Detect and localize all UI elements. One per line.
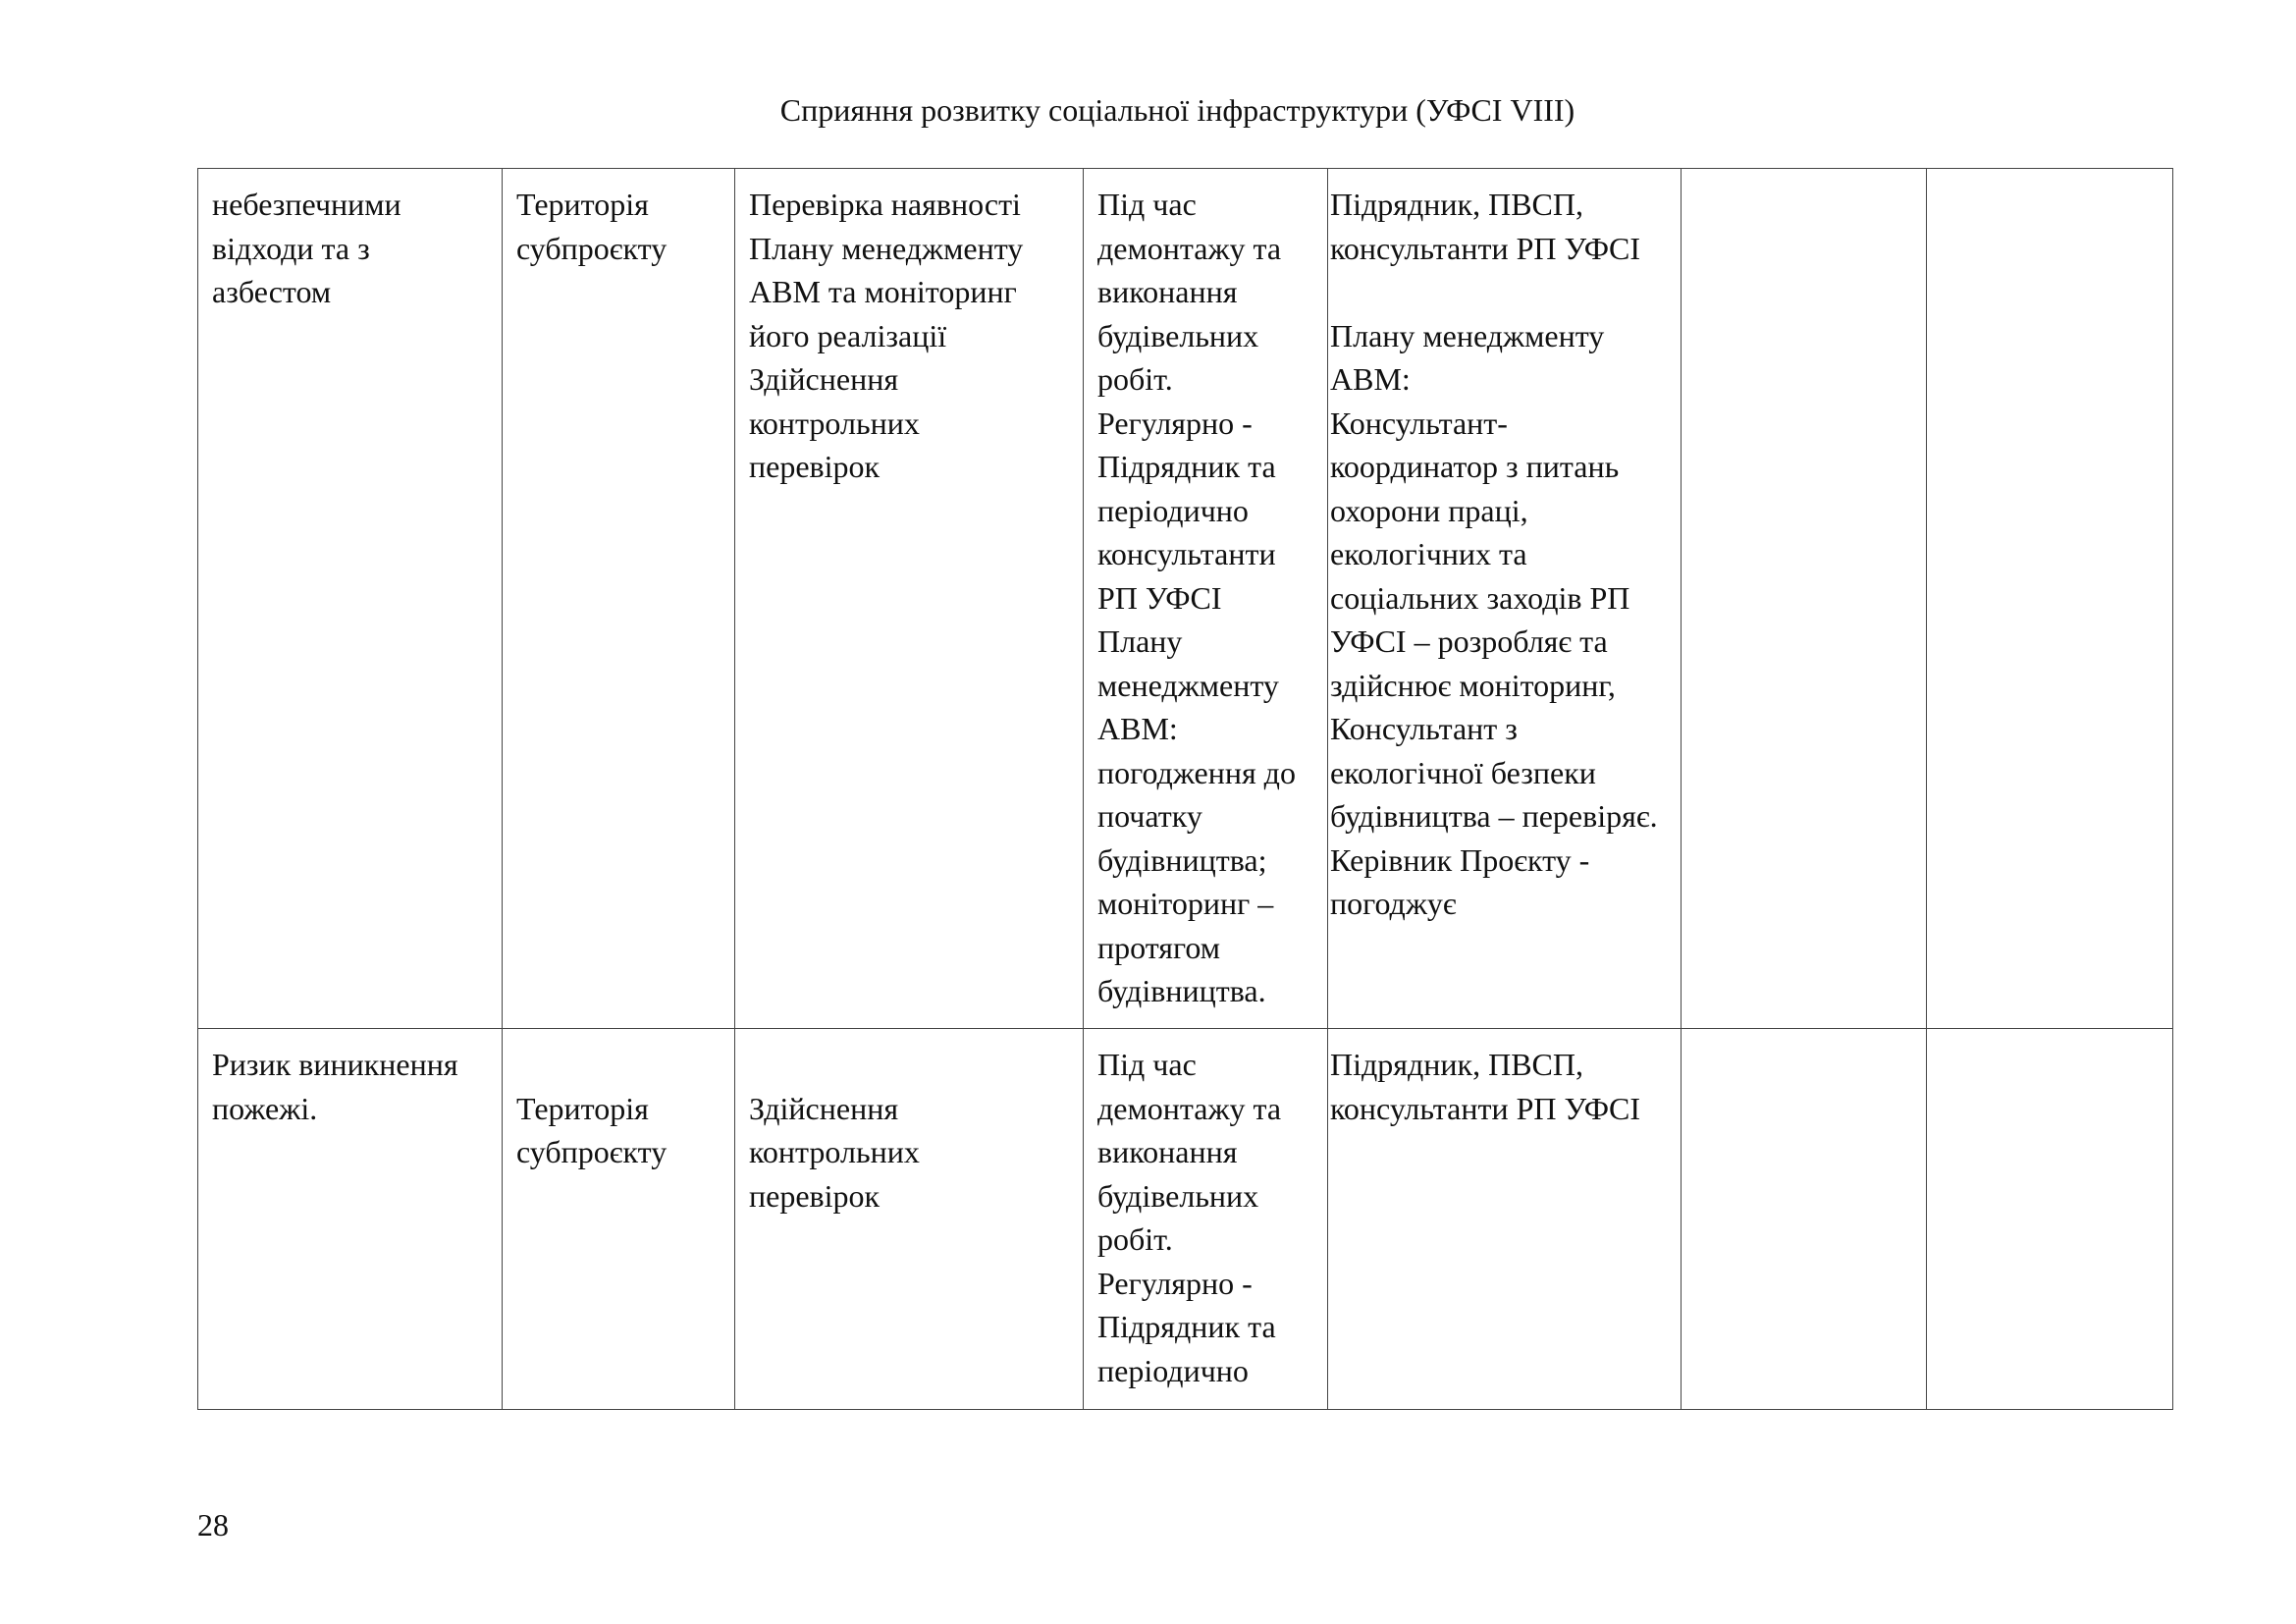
table-cell-hazard: небезпечними відходи та з азбестом: [198, 169, 503, 1029]
table-cell-location: Територія субпроєкту: [503, 1029, 735, 1410]
table-cell-measure: Здійснення контрольних перевірок: [735, 1029, 1084, 1410]
table-cell-empty: [1927, 1029, 2173, 1410]
table-cell-measure: Перевірка наявності Плану менеджменту АВМ та моніторинг його реалізації Здійснення контрольних перевірок: [735, 169, 1084, 1029]
table-cell-responsible: Підрядник, ПВСП, консультанти РП УФСІ Плану менеджменту АВМ: Консультант- координатор з питань охорони праці, екологічних та соціальних заходів РП УФСІ – розробляє та здійснює моніторинг, Консультант з екологічної безпеки будівництва – перевіряє. Керівник Проєкту - погоджує: [1328, 169, 1682, 1029]
table-cell-hazard: Ризик виникнення пожежі.: [198, 1029, 503, 1410]
page-header-title: Сприяння розвитку соціальної інфраструктури (УФСІ VIII): [779, 92, 1575, 128]
page-number: 28: [197, 1507, 229, 1543]
table-cell-empty: [1927, 169, 2173, 1029]
table-row: [198, 169, 2173, 1029]
measures-table: [197, 168, 2173, 1410]
table-cell-responsible: Підрядник, ПВСП, консультанти РП УФСІ: [1328, 1029, 1682, 1410]
table-cell-location: Територія субпроєкту: [503, 169, 735, 1029]
table-cell-empty: [1682, 169, 1927, 1029]
table-cell-timing: Під час демонтажу та виконання будівельних робіт. Регулярно - Підрядник та періодично консультанти РП УФСІ Плану менеджменту АВМ: погодження до початку будівництва; моніторинг – протягом будівництва.: [1084, 169, 1328, 1029]
table-row: [198, 1029, 2173, 1410]
table-cell-empty: [1682, 1029, 1927, 1410]
table-cell-timing: Під час демонтажу та виконання будівельних робіт. Регулярно - Підрядник та періодично: [1084, 1029, 1328, 1410]
